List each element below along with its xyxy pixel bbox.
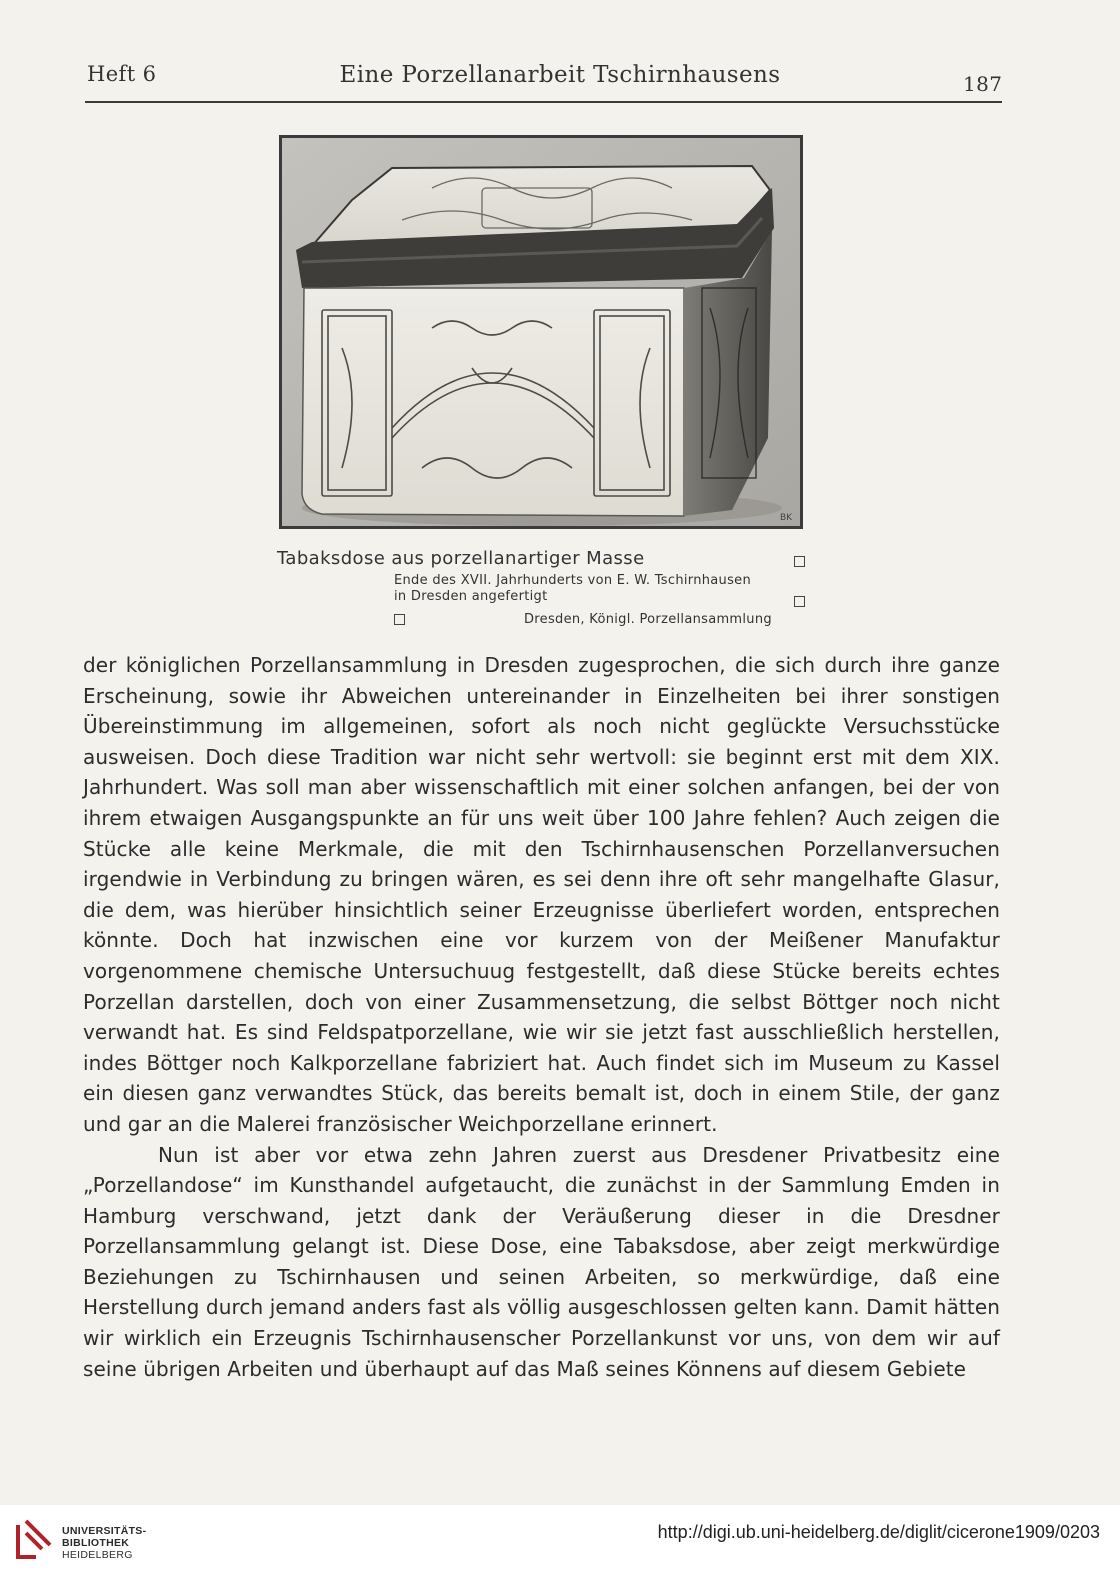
header-rule (85, 101, 1002, 103)
photo-monogram: BK (780, 513, 793, 523)
digitization-footer (0, 1505, 1120, 1591)
tobacco-box-photo (279, 135, 803, 529)
library-name (62, 1525, 146, 1561)
caption-square-marker (394, 614, 405, 625)
paragraph: der königlichen Porzellansammlung in Dresden zugesprochen, die sich durch ihre ganze Erscheinung, sowie ihr Abweichen untereinander in Einzelheiten bei ihrer sonstigen Übereinstimmung im allgemeinen, sofort als noch nicht geglückte Versuchsstücke ausweisen. Doch diese Tradition war nicht sehr wertvoll: sie beginnt erst mit dem XIX. Jahrhundert. Was soll man aber wissenschaftlich mit einer solchen anfangen, bei der von ihrem etwaigen Ausgangspunkte an für uns weit über 100 Jahre fehlen? Auch zeigen die Stücke alle keine Merkmale, die mit den Tschirnhausenschen Porzellanversuchen irgendwie in Verbindung zu bringen wären, es sei denn ihre oft sehr mangelhafte Glasur, die dem, was hierüber hinsichtlich seiner Erzeugnisse überliefert worden, entsprechen könnte. Doch hat inzwischen eine vor kurzem von der Meißener Manufaktur vorgenommene chemische Untersuchuug festgestellt, daß diese Stücke bereits echtes Porzellan darstellen, doch von einer Zusammensetzung, die selbst Böttger noch nicht verwandt hat. Es sind Feldspatporzellane, wie wir sie jetzt fast ausschließlich herstellen, indes Böttger noch Kalkporzellane fabriziert hat. Auch findet sich im Museum zu Kassel ein diesen ganz verwandtes Stück, das bereits bemalt ist, doch in einem Stile, der ganz und gar an die Malerei französischer Weichporzellane erinnert. (83, 653, 1000, 1136)
page-number: 187 (963, 72, 1003, 96)
caption-collection: Dresden, Königl. Porzellansammlung (524, 612, 772, 627)
issue-label: Heft 6 (87, 62, 157, 86)
source-url-link[interactable]: http://digi.ub.uni-heidelberg.de/diglit/cicerone1909/0203 (657, 1522, 1100, 1542)
article-body (83, 650, 1000, 1384)
caption-square-marker (794, 596, 805, 607)
library-name-line: HEIDELBERG (62, 1549, 133, 1561)
caption-place: in Dresden angefertigt (394, 589, 548, 604)
caption-title: Tabaksdose aus porzellanartiger Masse (277, 548, 645, 569)
library-name-line: UNIVERSITÄTS- (62, 1525, 147, 1537)
paragraph: Nun ist aber vor etwa zehn Jahren zuerst aus Dresdener Privatbesitz eine „Porzellandose“ im Kunsthandel aufgetaucht, die zunächst in der Sammlung Emden in Hamburg verschwand, jetzt dank der Veräußerung dieser in die Dresdner Porzellansammlung gelangt ist. Diese Dose, eine Tabaksdose, aber zeigt merkwürdige Beziehungen zu Tschirnhausen und seinen Arbeiten, so merkwürdige, daß eine Herstellung durch jemand anders fast als völlig ausgeschlossen gelten kann. Damit hätten wir wirklich ein Erzeugnis Tschirnhausenscher Porzellankunst vor uns, von dem wir auf seine übrigen Arbeiten und überhaupt auf das Maß seines Könnens auf diesem Gebiete (83, 1142, 1000, 1381)
caption-square-marker (794, 556, 805, 567)
caption-date: Ende des XVII. Jahrhunderts von E. W. Tschirnhausen (394, 573, 751, 588)
library-logo-icon (12, 1517, 56, 1565)
running-title: Eine Porzellanarbeit Tschirnhausens (339, 62, 781, 88)
library-name-line: BIBLIOTHEK (62, 1537, 130, 1549)
